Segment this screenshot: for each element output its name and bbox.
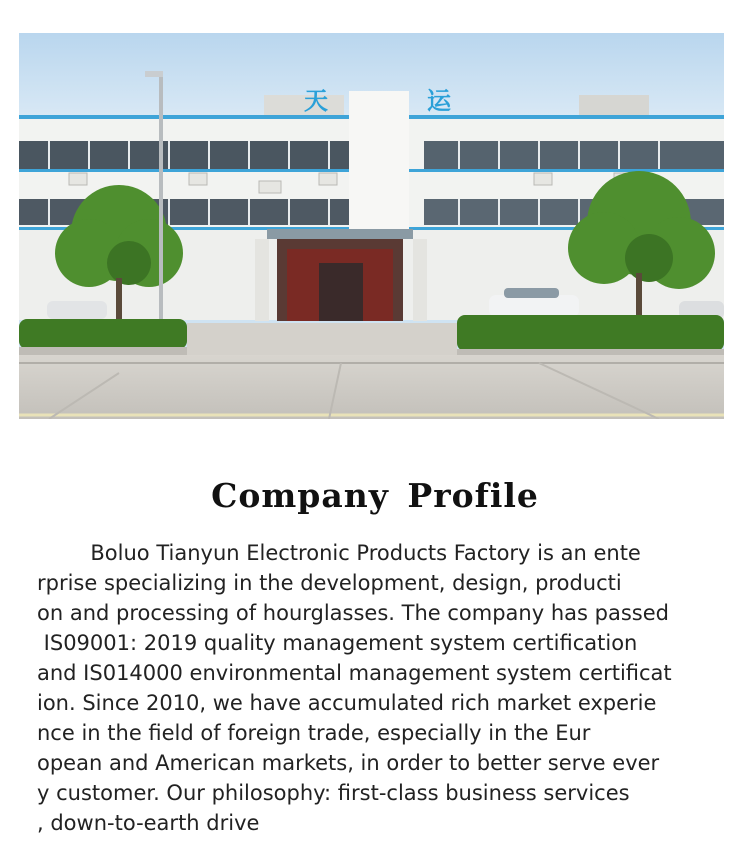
description-line: y customer. Our philosophy: first-class business services bbox=[37, 781, 630, 805]
description-line: , down-to-earth drive bbox=[37, 811, 260, 835]
description-line: and IS014000 environmental management system certificat bbox=[37, 661, 672, 685]
description-line: on and processing of hourglasses. The company has passed bbox=[37, 601, 669, 625]
description-line: IS09001: 2019 quality management system certification bbox=[37, 631, 638, 655]
section-title: Company Profile bbox=[211, 476, 539, 515]
factory-building-image bbox=[19, 33, 724, 419]
description-line: ion. Since 2010, we have accumulated rich market experie bbox=[37, 691, 657, 715]
factory-photo bbox=[19, 33, 724, 419]
company-description bbox=[37, 538, 737, 838]
description-line: rprise specializing in the development, design, producti bbox=[37, 571, 622, 595]
description-line: opean and American markets, in order to better serve ever bbox=[37, 751, 660, 775]
rooftop-sign-char-2: 运 bbox=[427, 87, 451, 115]
description-line: nce in the field of foreign trade, especially in the Eur bbox=[37, 721, 591, 745]
rooftop-sign-char-1: 天 bbox=[304, 87, 328, 115]
description-line: Boluo Tianyun Electronic Products Factory is an ente bbox=[37, 541, 641, 565]
